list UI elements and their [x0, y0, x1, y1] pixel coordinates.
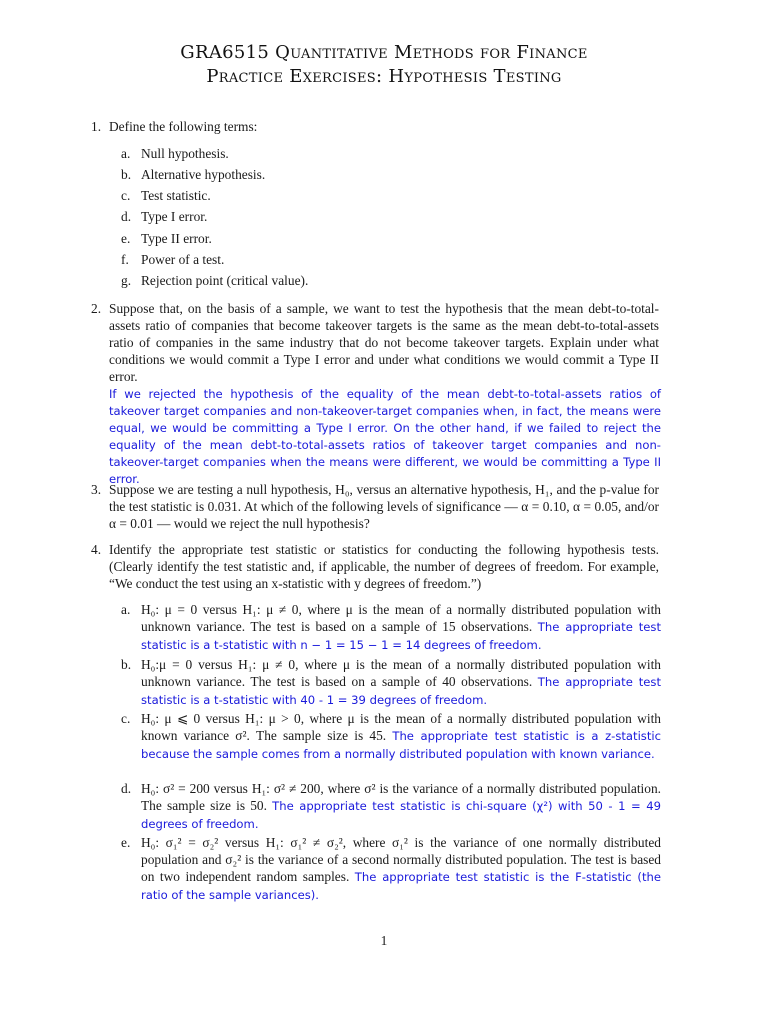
item-text: H₀: σ² = 200 versus H₁: σ² ≠ 200, where σ² is the variance of a normally distributed population. The sample size is 50.	[141, 781, 661, 813]
item-label: e.	[121, 231, 131, 246]
item-label: a.	[121, 146, 131, 161]
item-text: Type I error.	[141, 209, 208, 224]
question-text: Suppose we are testing a null hypothesis, H₀, versus an alternative hypothesis, H₁, and the p-value for the test statistic is 0.031. At which of the following levels of significance — α = 0.10, α = 0.05, and/or α = 0.01 — would we reject the null hypothesis?	[109, 482, 659, 531]
item-body	[141, 780, 661, 833]
item-label: d.	[121, 209, 132, 224]
answer-text: The appropriate test statistic is a z-statistic because the sample comes from a normally distributed population with known variance.	[141, 729, 661, 761]
item-label: a.	[121, 602, 131, 617]
answer-text: The appropriate test statistic is a t-statistic with 40 - 1 = 39 degrees of freedom.	[141, 675, 661, 707]
item-body	[141, 710, 661, 763]
item-text: H₀:μ = 0 versus H₁: μ ≠ 0, where μ is the mean of a normally distributed population with unknown variance. The test is based on a sample of 40 observations.	[141, 657, 661, 689]
question-text: Suppose that, on the basis of a sample, we want to test the hypothesis that the mean debt-to-total-assets ratio of companies that become takeover targets is the same as the mean debt-to-total-assets ratio of companies in the same industry that do not become takeover targets. Explain under what conditions we would commit a Type I error and under what conditions we would commit a Type II error.	[109, 301, 659, 384]
question-text: Define the following terms:	[109, 119, 258, 134]
document-title: GRA6515 Quantitative Methods for Finance	[180, 42, 588, 63]
item-body	[141, 656, 661, 709]
item-label: b.	[121, 657, 132, 672]
item-body	[141, 834, 661, 904]
item-text: H₀: μ ⩽ 0 versus H₁: μ > 0, where μ is the mean of a normally distributed population with known variance σ². The sample size is 45.	[141, 711, 661, 743]
item-text: Alternative hypothesis.	[141, 167, 266, 182]
question-number: 3.	[91, 482, 102, 497]
item-text: Test statistic.	[141, 188, 211, 203]
answer-text: If we rejected the hypothesis of the equality of the mean debt-to-total-assets ratios of takeover target companies and non-takeover-target companies when, in fact, the means were equal, we would be committing a Type I error. On the other hand, if we failed to reject the equality of the mean debt-to-total-assets ratios of takeover target companies and non-takeover-target companies when the means were different, we would be committing a Type II error.	[109, 387, 661, 486]
item-label: d.	[121, 781, 132, 796]
question-number: 2.	[91, 301, 102, 316]
item-text: H₀: μ = 0 versus H₁: μ ≠ 0, where μ is the mean of a normally distributed population with unknown variance. The test is based on a sample of 15 observations.	[141, 602, 661, 634]
item-label: g.	[121, 273, 132, 288]
question-text: Identify the appropriate test statistic or statistics for conducting the following hypothesis tests. (Clearly identify the test statistic and, if applicable, the number of degrees of freedom. For example, “We conduct the test using an x-statistic with y degrees of freedom.”)	[109, 542, 659, 591]
item-label: b.	[121, 167, 132, 182]
item-text: H₀: σ₁² = σ₂² versus H₁: σ₁² ≠ σ₂², where σ₁² is the variance of one normally distributed population and σ₂² is the variance of a second normally distributed population. The test is based on two independent random samples.	[141, 835, 661, 884]
item-label: f.	[121, 252, 129, 267]
item-body	[141, 601, 661, 654]
answer-text: The appropriate test statistic is a t-statistic with n − 1 = 15 − 1 = 14 degrees of freedom.	[141, 620, 661, 652]
answer-text: The appropriate test statistic is chi-square (χ²) with 50 - 1 = 49 degrees of freedom.	[141, 799, 661, 831]
item-label: e.	[121, 835, 131, 850]
question-number: 4.	[91, 542, 102, 557]
item-text: Power of a test.	[141, 252, 225, 267]
page-number: 1	[380, 933, 388, 948]
item-text: Null hypothesis.	[141, 146, 229, 161]
item-label: c.	[121, 188, 131, 203]
item-label: c.	[121, 711, 131, 726]
question-number: 1.	[91, 119, 102, 134]
item-text: Rejection point (critical value).	[141, 273, 309, 288]
document-subtitle: Practice Exercises: Hypothesis Testing	[206, 66, 562, 87]
item-text: Type II error.	[141, 231, 212, 246]
answer-text: The appropriate test statistic is the F-statistic (the ratio of the sample variances).	[141, 870, 661, 902]
